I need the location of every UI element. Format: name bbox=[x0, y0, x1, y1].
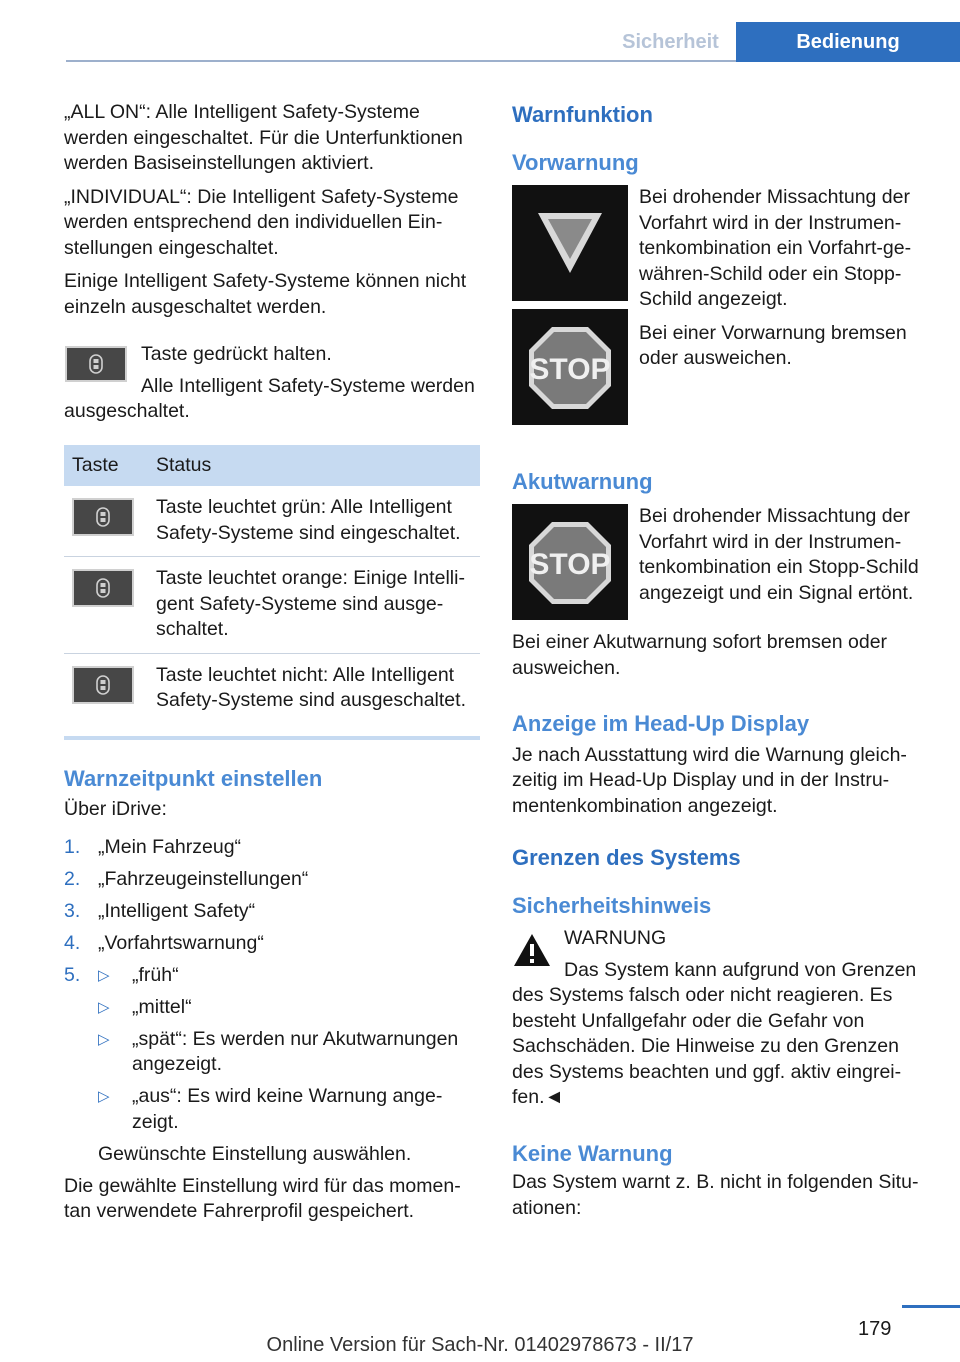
list-item bbox=[64, 867, 480, 893]
page-number: 179 bbox=[858, 1318, 892, 1340]
closing-paragraph: Die gewählte Einstellung wird für das momentan verwendete Fahrerprofil gespeichert. bbox=[64, 1174, 461, 1222]
stop-label: STOP bbox=[529, 353, 611, 386]
triangle-bullet-icon: ▷ bbox=[98, 1030, 110, 1048]
triangle-bullet-icon: ▷ bbox=[98, 1088, 110, 1105]
right-column bbox=[512, 100, 932, 1229]
stop-label: STOP bbox=[529, 548, 611, 581]
step-text: „Intelligent Safety“ bbox=[98, 899, 256, 922]
table-icon-cell bbox=[64, 486, 148, 557]
online-version-footer: Online Version für Sach-Nr. 01402978673 - II/17 bbox=[266, 1334, 694, 1356]
table-header-row bbox=[64, 445, 480, 487]
warning-text: Das System kann aufgrund von Grenzen des Systems falsch oder nicht reagieren. Es besteht Unfallgefahr oder die Gefahr von Sachschäden. Die Hinweise zu den Grenzen des Systems beachten und ggf. aktiv eingreifen.◄ bbox=[512, 958, 917, 1108]
left-column bbox=[64, 100, 480, 1233]
option-text: „früh“ bbox=[132, 963, 179, 986]
table-header-status: Status bbox=[148, 445, 480, 487]
table-status-cell: Taste leuchtet orange: Einige Intelligent Safety-Systeme sind ausgeschaltet. bbox=[148, 557, 480, 654]
safety-button-icon bbox=[72, 569, 134, 607]
vorwarnung-text: Bei drohender Missachtung der Vorfahrt wird in der Instrumentenkombination ein Vorfahrt-gewähren-Schild oder ein Stopp-Schild angezeigt. bbox=[639, 186, 912, 310]
options-list bbox=[98, 963, 480, 1136]
table-end-rule bbox=[64, 736, 480, 740]
footer-rule bbox=[902, 1305, 960, 1308]
option-text: „spät“: Es werden nur Akutwarnungen angezeigt. bbox=[132, 1027, 459, 1075]
step-number: 3. bbox=[64, 899, 81, 922]
akutwarnung-block bbox=[512, 504, 932, 620]
list-item bbox=[64, 931, 480, 957]
tab-bedienung[interactable]: Bedienung bbox=[736, 22, 960, 62]
table-header-taste: Taste bbox=[64, 445, 148, 487]
heading-warnfunktion: Warnfunktion bbox=[512, 102, 653, 127]
safety-button-icon bbox=[72, 498, 134, 536]
safety-button-icon bbox=[65, 346, 127, 382]
triangle-bullet-icon: ▷ bbox=[98, 966, 110, 984]
list-item bbox=[64, 963, 480, 1168]
table-icon-cell bbox=[64, 653, 148, 724]
option-text: „mittel“ bbox=[132, 995, 192, 1018]
heading-sicherheitshinweis: Sicherheitshinweis bbox=[512, 892, 712, 918]
tab-sicherheit[interactable]: Sicherheit bbox=[622, 30, 719, 53]
button-instruction bbox=[64, 342, 480, 425]
steps-list bbox=[64, 835, 480, 1168]
option-text: „aus“: Es wird keine Warnung angezeigt. bbox=[132, 1085, 443, 1133]
safety-button-icon bbox=[72, 666, 134, 704]
table-status-cell: Taste leuchtet grün: Alle Intelligent Safety-Systeme sind eingeschaltet. bbox=[148, 486, 480, 557]
vorwarnung-action: Bei einer Vorwarnung bremsen oder ausweichen. bbox=[639, 321, 907, 369]
paragraph-not-individually: Einige Intelligent Safety-Systeme können nicht einzeln ausgeschaltet werden. bbox=[64, 270, 467, 318]
step-text: „Mein Fahrzeug“ bbox=[98, 835, 242, 858]
option-item bbox=[98, 1027, 480, 1078]
select-hint: Gewünschte Einstellung auswählen. bbox=[98, 1142, 412, 1165]
stop-sign-icon bbox=[512, 504, 628, 620]
press-hold-text: Taste gedrückt halten. bbox=[141, 343, 332, 365]
heading-vorwarnung: Vorwarnung bbox=[512, 149, 639, 175]
option-item bbox=[98, 995, 480, 1021]
akutwarnung-text: Bei drohender Missachtung der Vorfahrt wird in der Instrumentenkombination ein Stopp-Schild angezeigt und ein Signal ertönt. bbox=[639, 505, 919, 604]
status-table bbox=[64, 445, 480, 724]
keine-warnung-text: Das System warnt z. B. nicht in folgenden Situationen: bbox=[512, 1171, 919, 1219]
hud-text: Je nach Ausstattung wird die Warnung gleichzeitig im Head-Up Display und in der Instrumentenkombination angezeigt. bbox=[512, 743, 907, 817]
idrive-intro: Über iDrive: bbox=[64, 798, 167, 820]
table-row bbox=[64, 486, 480, 557]
step-text: „Vorfahrtswarnung“ bbox=[98, 931, 264, 954]
step-number: 5. bbox=[64, 963, 81, 986]
step-text: „Fahrzeugeinstellungen“ bbox=[98, 867, 309, 890]
section-title-warnzeitpunkt: Warnzeitpunkt einstellen bbox=[64, 765, 323, 791]
option-item bbox=[98, 963, 480, 989]
warning-label: WARNUNG bbox=[564, 927, 667, 949]
warning-triangle-icon bbox=[512, 932, 552, 968]
heading-akutwarnung: Akutwarnung bbox=[512, 468, 653, 494]
warning-block bbox=[512, 926, 932, 1111]
table-icon-cell bbox=[64, 557, 148, 654]
all-off-text: Alle Intelligent Safety-Systeme werden ausgeschaltet. bbox=[64, 374, 475, 422]
akutwarnung-action: Bei einer Akutwarnung sofort bremsen oder ausweichen. bbox=[512, 631, 888, 679]
paragraph-individual: „INDIVIDUAL“: Die Intelligent Safety-Systeme werden entsprechend den individuellen Einstellungen eingeschaltet. bbox=[64, 185, 459, 259]
table-row bbox=[64, 557, 480, 654]
heading-head-up-display: Anzeige im Head-Up Display bbox=[512, 711, 810, 736]
yield-sign-icon bbox=[512, 185, 628, 301]
table-row bbox=[64, 653, 480, 724]
heading-keine-warnung: Keine Warnung bbox=[512, 1140, 673, 1166]
list-item bbox=[64, 899, 480, 925]
heading-grenzen: Grenzen des Systems bbox=[512, 845, 741, 870]
list-item bbox=[64, 835, 480, 861]
step-number: 2. bbox=[64, 867, 81, 890]
option-item bbox=[98, 1084, 480, 1135]
paragraph-all-on: „ALL ON“: Alle Intelligent Safety-Systeme werden eingeschaltet. Für die Unterfunktionen werden Basiseinstellungen aktiviert. bbox=[64, 101, 463, 174]
step-number: 1. bbox=[64, 835, 81, 858]
table-status-cell: Taste leuchtet nicht: Alle Intelligent Safety-Systeme sind ausgeschaltet. bbox=[156, 663, 466, 711]
triangle-bullet-icon: ▷ bbox=[98, 998, 110, 1016]
vorwarnung-block bbox=[512, 185, 932, 437]
step-number: 4. bbox=[64, 931, 81, 954]
stop-sign-icon bbox=[512, 309, 628, 425]
